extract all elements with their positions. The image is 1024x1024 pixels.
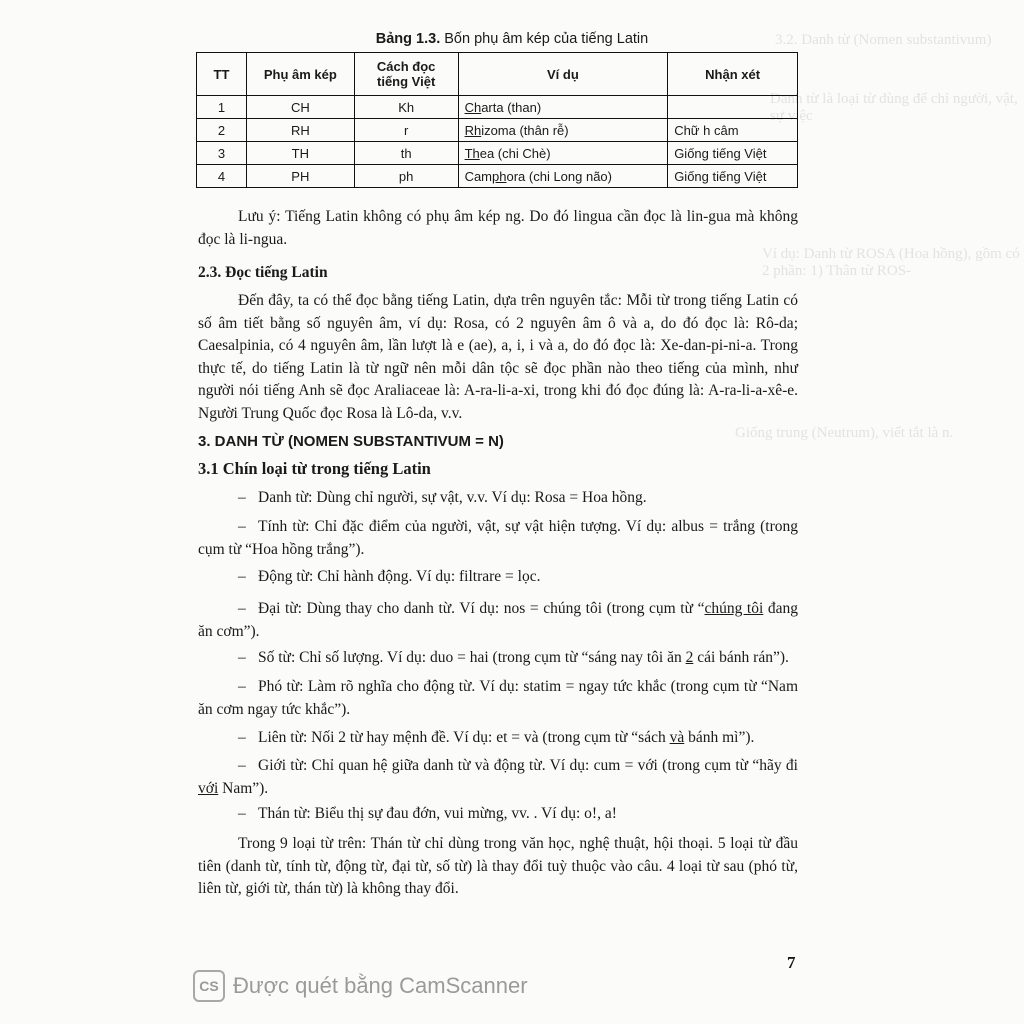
list-item bbox=[198, 516, 798, 561]
closing-paragraph: Trong 9 loại từ trên: Thán từ chỉ dùng trong văn học, nghệ thuật, hội thoại. 5 loại từ đầu tiên (danh từ, tính từ, động từ, đại từ, số từ) là thay đổi tuỳ thuộc vào câu. 4 loại từ sau (phó từ, liên từ, giới từ, thán từ) là không thay đổi. bbox=[198, 835, 798, 897]
cell-reading: Kh bbox=[354, 96, 458, 119]
list-item-underlined: và bbox=[669, 729, 685, 746]
cell-note: Giống tiếng Việt bbox=[668, 165, 798, 188]
list-item bbox=[198, 755, 798, 800]
camscanner-icon: CS bbox=[193, 970, 225, 1002]
list-item-text: Đại từ: Dùng thay cho danh từ. Ví dụ: nos = chúng tôi (trong cụm từ “ bbox=[258, 600, 705, 617]
list-item-text: Liên từ: Nối 2 từ hay mệnh đề. Ví dụ: et = và (trong cụm từ “sách bbox=[258, 729, 670, 746]
cell-consonant: RH bbox=[246, 119, 354, 142]
list-item bbox=[198, 647, 798, 670]
list-item-text: Danh từ: Dùng chỉ người, sự vật, v.v. Ví dụ: Rosa = Hoa hồng. bbox=[258, 489, 647, 506]
list-item-text: Nam”). bbox=[218, 779, 269, 797]
cell-tt: 3 bbox=[197, 142, 247, 165]
cell-tt: 4 bbox=[197, 165, 247, 188]
cell-consonant: TH bbox=[246, 142, 354, 165]
section-3-heading: 3. DANH TỪ (NOMEN SUBSTANTIVUM = N) bbox=[198, 433, 504, 450]
list-item-text: Tính từ: Chỉ đặc điểm của người, vật, sự vật hiện tượng. Ví dụ: albus = trắng (trong cụm từ “Hoa hồng trắng”). bbox=[198, 518, 798, 558]
table-row bbox=[197, 119, 798, 142]
example-prefix: Cam bbox=[464, 168, 493, 184]
bleed-through-text: Ví dụ: Danh từ ROSA (Hoa hồng), gồm có 2 phần: 1) Thân từ ROS- bbox=[762, 246, 1020, 279]
list-item-underlined: 2 bbox=[685, 649, 694, 666]
header-example: Ví dụ bbox=[458, 53, 668, 96]
list-item-underlined: với bbox=[198, 779, 219, 797]
list-item-text: Thán từ: Biểu thị sự đau đớn, vui mừng, vv. . Ví dụ: o!, a! bbox=[258, 805, 617, 822]
scanner-watermark bbox=[193, 970, 528, 1002]
list-item-underlined: chúng tôi bbox=[704, 600, 764, 617]
list-item bbox=[198, 566, 798, 589]
cell-consonant: PH bbox=[246, 165, 354, 188]
list-item bbox=[198, 598, 798, 643]
list-item bbox=[198, 727, 798, 750]
cell-example bbox=[458, 142, 668, 165]
dash-mark: – bbox=[238, 568, 246, 585]
bleed-through-text: 3.2. Danh từ (Nomen substantivum) bbox=[775, 32, 992, 48]
dash-mark: – bbox=[238, 518, 246, 535]
dash-mark: – bbox=[238, 729, 246, 746]
table-caption-label: Bảng 1.3. bbox=[375, 31, 441, 47]
consonant-table bbox=[196, 52, 798, 188]
example-rest: arta (than) bbox=[481, 99, 542, 115]
cell-note: Giống tiếng Việt bbox=[668, 142, 798, 165]
header-consonant: Phụ âm kép bbox=[246, 53, 354, 96]
header-tt: TT bbox=[197, 53, 247, 96]
section-2-3-heading: 2.3. Đọc tiếng Latin bbox=[198, 264, 328, 281]
dash-mark: – bbox=[238, 600, 246, 617]
section-3-1-heading: 3.1 Chín loại từ trong tiếng Latin bbox=[198, 459, 431, 478]
example-underlined: Rh bbox=[464, 122, 482, 138]
header-note: Nhận xét bbox=[668, 53, 798, 96]
example-underlined: ph bbox=[492, 168, 507, 184]
cell-note: Chữ h câm bbox=[668, 119, 798, 142]
table-header-row bbox=[197, 53, 798, 96]
cell-tt: 2 bbox=[197, 119, 247, 142]
watermark-text: Được quét bằng CamScanner bbox=[233, 973, 528, 998]
dash-mark: – bbox=[238, 649, 246, 666]
cell-example bbox=[458, 96, 668, 119]
cell-note bbox=[668, 96, 798, 119]
cell-consonant: CH bbox=[246, 96, 354, 119]
table-row bbox=[197, 142, 798, 165]
list-item-text: bánh mì”). bbox=[684, 729, 755, 746]
dash-mark: – bbox=[238, 757, 246, 774]
list-item-text: Phó từ: Làm rõ nghĩa cho động từ. Ví dụ: statim = ngay tức khắc (trong cụm từ “Nam ăn cơm ngay tức khắc”). bbox=[198, 678, 798, 718]
table-row bbox=[197, 165, 798, 188]
dash-mark: – bbox=[238, 678, 246, 695]
page-number: 7 bbox=[787, 953, 796, 972]
list-item-text: Động từ: Chỉ hành động. Ví dụ: filtrare = lọc. bbox=[258, 568, 541, 585]
list-item bbox=[198, 676, 798, 721]
list-item bbox=[198, 487, 798, 510]
header-reading: Cách đọc tiếng Việt bbox=[354, 53, 458, 96]
example-rest: ora (chi Long não) bbox=[506, 168, 612, 184]
cell-reading: th bbox=[354, 142, 458, 165]
cell-tt: 1 bbox=[197, 96, 247, 119]
list-item-text: Giới từ: Chỉ quan hệ giữa danh từ và động từ. Ví dụ: cum = với (trong cụm từ “hãy đi bbox=[258, 757, 798, 774]
note-paragraph: Lưu ý: Tiếng Latin không có phụ âm kép ng. Do đó lingua cần đọc là lin-gua mà không đọc là li-ngua. bbox=[198, 208, 798, 248]
table-caption bbox=[0, 31, 1024, 47]
example-rest: izoma (thân rễ) bbox=[481, 122, 569, 138]
list-item-text: cái bánh rán”). bbox=[693, 649, 789, 666]
example-underlined: Th bbox=[464, 145, 480, 161]
dash-mark: – bbox=[238, 805, 246, 822]
cell-example bbox=[458, 119, 668, 142]
example-rest: ea (chi Chè) bbox=[479, 145, 551, 161]
bleed-through-text: Danh từ là loại từ dùng để chỉ người, vật, sự việc bbox=[770, 91, 1018, 124]
cell-example bbox=[458, 165, 668, 188]
list-item-text: Số từ: Chỉ số lượng. Ví dụ: duo = hai (trong cụm từ “sáng nay tôi ăn bbox=[258, 649, 686, 666]
list-item bbox=[198, 803, 798, 826]
table-row bbox=[197, 96, 798, 119]
cell-reading: ph bbox=[354, 165, 458, 188]
example-underlined: Ch bbox=[464, 99, 482, 115]
bleed-through-text: Giống trung (Neutrum), viết tắt là n. bbox=[735, 425, 954, 441]
section-2-3-body: Đến đây, ta có thể đọc bằng tiếng Latin, dựa trên nguyên tắc: Mỗi từ trong tiếng Latin có số âm tiết bằng số nguyên âm, ví dụ: Rosa, có 2 nguyên âm ô và a, do đó đọc là: Rô-da; Caesalpinia, có 4 nguyên âm, lần lượt là e (ae), a, i, i và a, do đó đọc là: Xe-dan-pi-ni-a. Trong thực tế, do tiếng Latin là từ ngữ nên mỗi dân tộc sẽ đọc phần nào theo tiếng của mình, như người nói tiếng Anh sẽ đọc Araliaceae là: A-ra-li-a-xi, trong khi đó đọc đúng là: A-ra-li-a-xê-e. Người Trung Quốc đọc Rosa là Lô-da, v.v. bbox=[198, 292, 798, 422]
cell-reading: r bbox=[354, 119, 458, 142]
list-item-text: đang ăn cơm”). bbox=[198, 600, 798, 640]
dash-mark: – bbox=[238, 489, 246, 506]
table-caption-text: Bốn phụ âm kép của tiếng Latin bbox=[440, 31, 649, 47]
